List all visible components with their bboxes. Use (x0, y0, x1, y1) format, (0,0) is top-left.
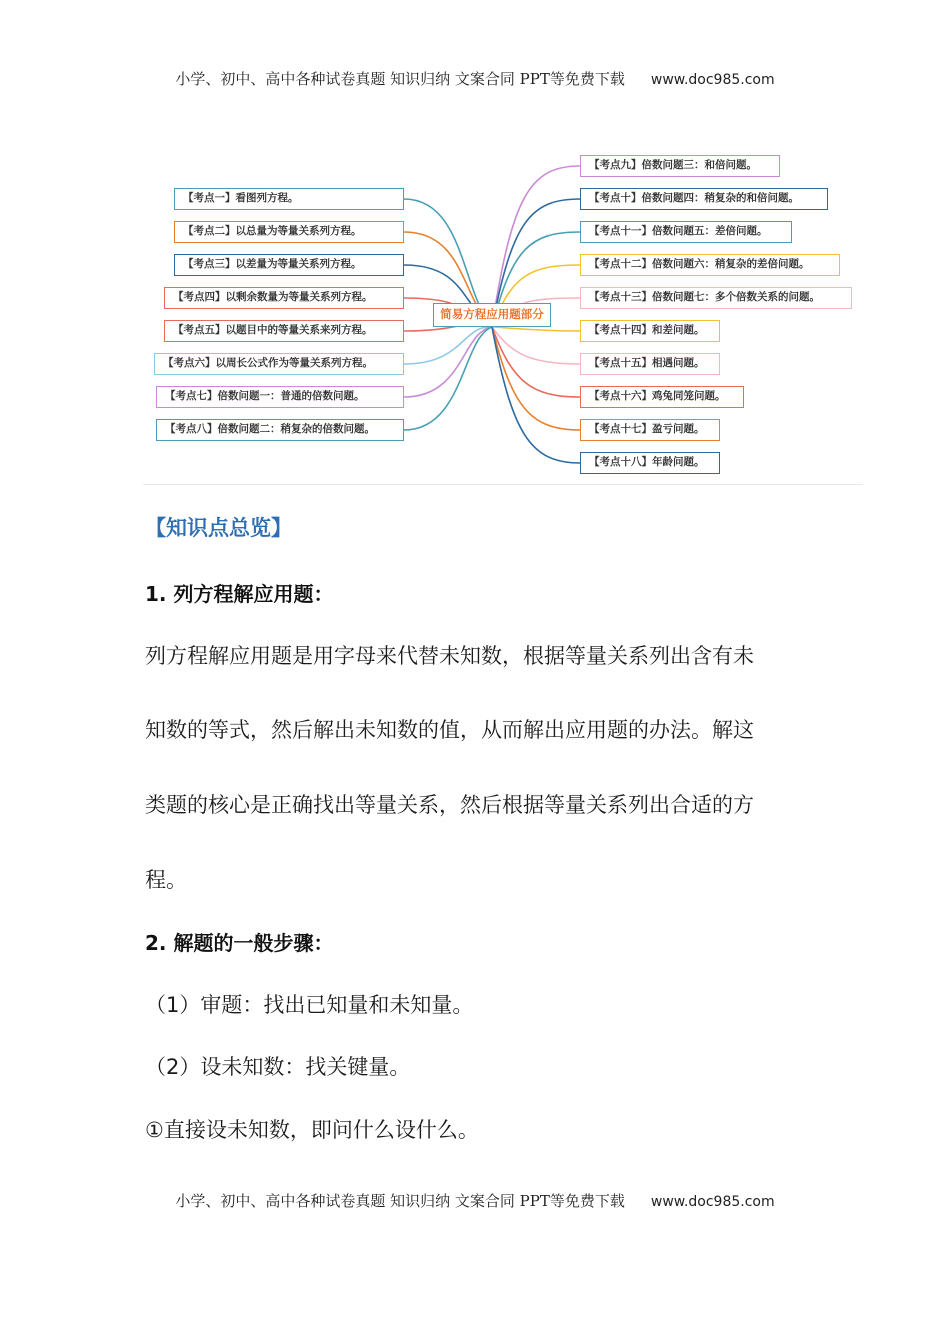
mindmap-right-node: 【考点九】倍数问题三：和倍问题。 (580, 155, 780, 177)
sec2-item: （1）审题：找出已知量和未知量。 (145, 993, 474, 1017)
mindmap-divider (143, 484, 863, 485)
mindmap-right-node: 【考点十】倍数问题四：稍复杂的和倍问题。 (580, 188, 828, 210)
mindmap-right-node: 【考点十一】倍数问题五：差倍问题。 (580, 221, 792, 243)
sec2-item: （2）设未知数：找关键量。 (145, 1055, 411, 1079)
mindmap-link (404, 327, 492, 397)
mindmap-right-node: 【考点十五】相遇问题。 (580, 353, 720, 375)
mindmap-link (492, 327, 580, 331)
footer-text: 小学、初中、高中各种试卷真题 知识归纳 文案合同 PPT等免费下载 (175, 1192, 625, 1210)
page-footer (0, 1190, 950, 1211)
mindmap-left-node: 【考点七】倍数问题一：普通的倍数问题。 (156, 386, 404, 408)
mindmap-right-node: 【考点十六】鸡兔同笼问题。 (580, 386, 744, 408)
mindmap-link (492, 327, 580, 364)
sec2-heading: 2. 解题的一般步骤： (145, 931, 334, 955)
mindmap-left-node: 【考点六】以周长公式作为等量关系列方程。 (154, 353, 404, 375)
section-title: 【知识点总览】 (145, 516, 292, 540)
mindmap-left-node: 【考点四】以剩余数量为等量关系列方程。 (164, 287, 404, 309)
mindmap-right-node: 【考点十三】倍数问题七：多个倍数关系的问题。 (580, 287, 852, 309)
header-url[interactable]: www.doc985.com (650, 72, 775, 88)
mindmap-right-node: 【考点十四】和差问题。 (580, 320, 720, 342)
mindmap-links (0, 0, 950, 500)
footer-url[interactable]: www.doc985.com (650, 1194, 775, 1210)
mindmap-left-node: 【考点五】以题目中的等量关系来列方程。 (164, 320, 404, 342)
sec2-item: ①直接设未知数，即问什么设什么。 (145, 1118, 479, 1142)
sec1-heading: 1. 列方程解应用题： (145, 582, 334, 606)
mindmap-right-node: 【考点十二】倍数问题六：稍复杂的差倍问题。 (580, 254, 840, 276)
sec1-line: 知数的等式，然后解出未知数的值，从而解出应用题的办法。解这 (145, 718, 754, 742)
mindmap-link (404, 327, 492, 364)
mindmap-left-node: 【考点八】倍数问题二：稍复杂的倍数问题。 (156, 419, 404, 441)
header-text: 小学、初中、高中各种试卷真题 知识归纳 文案合同 PPT等免费下载 (175, 70, 625, 88)
mindmap-right-node: 【考点十七】盈亏问题。 (580, 419, 720, 441)
sec1-line: 列方程解应用题是用字母来代替未知数，根据等量关系列出含有未 (145, 644, 754, 668)
mindmap-left-node: 【考点二】以总量为等量关系列方程。 (174, 221, 404, 243)
mindmap-left-node: 【考点三】以差量为等量关系列方程。 (174, 254, 404, 276)
sec1-line: 类题的核心是正确找出等量关系，然后根据等量关系列出合适的方 (145, 793, 754, 817)
mindmap-center-node: 简易方程应用题部分 (433, 303, 551, 327)
mindmap-link (492, 327, 580, 463)
mindmap-left-node: 【考点一】看图列方程。 (174, 188, 404, 210)
mindmap-right-node: 【考点十八】年龄问题。 (580, 452, 720, 474)
sec1-line: 程。 (145, 868, 187, 892)
